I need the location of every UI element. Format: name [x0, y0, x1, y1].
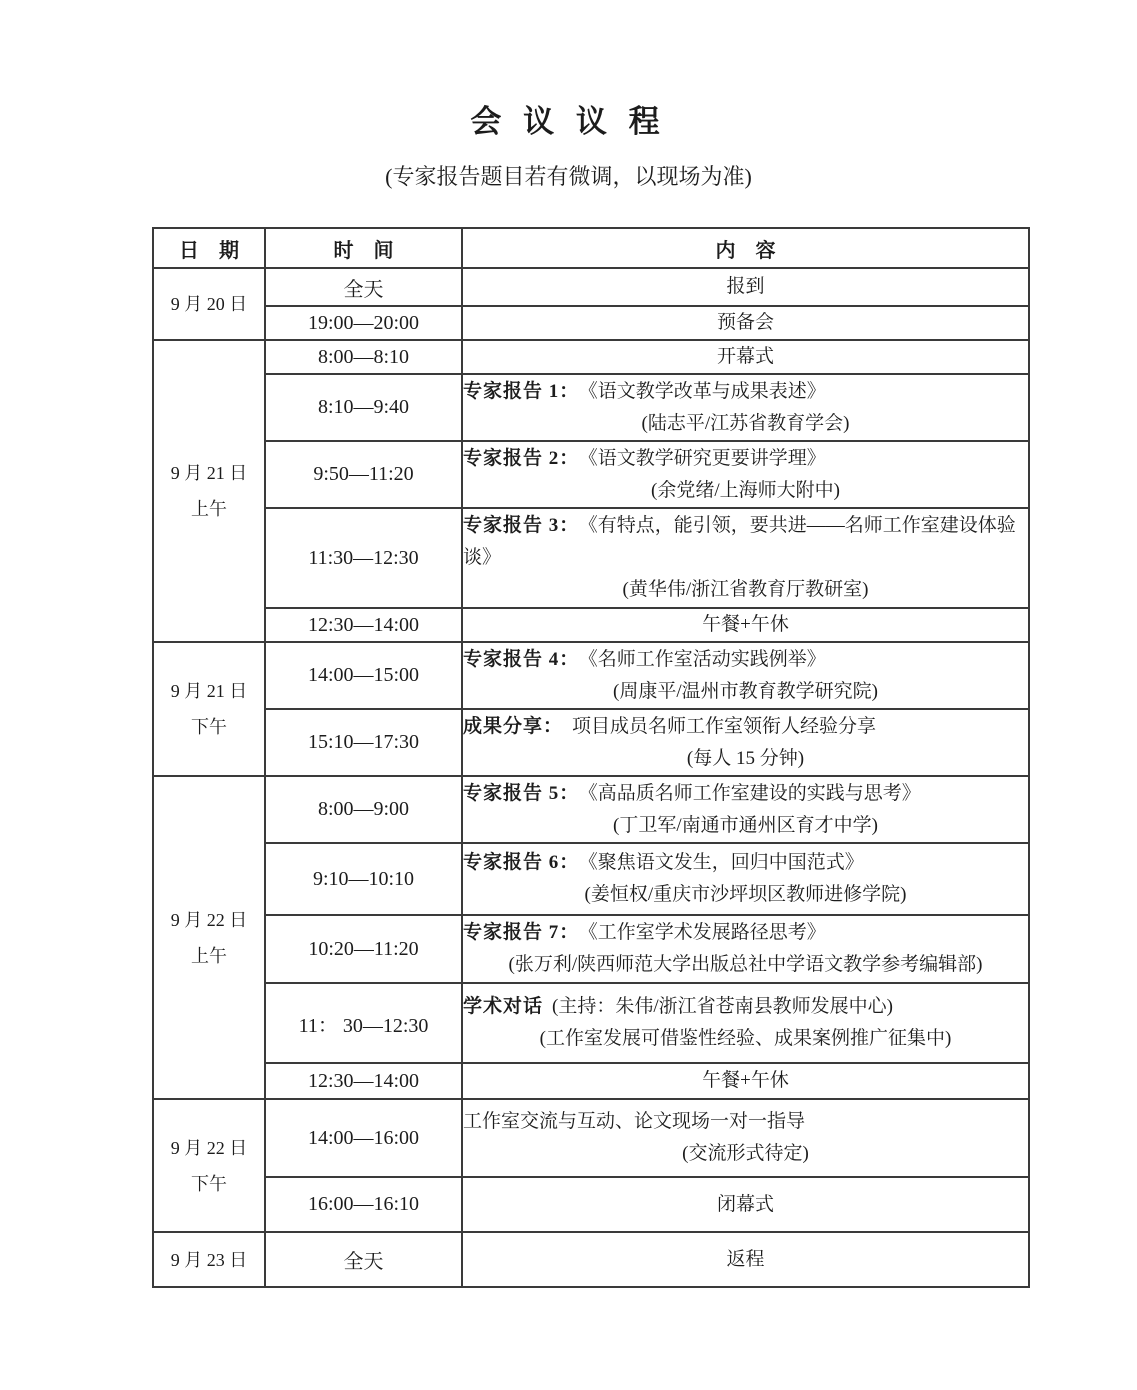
date-text: 下午	[191, 717, 227, 737]
content-line: 闭幕式	[716, 1193, 774, 1215]
content-cell	[462, 1099, 1029, 1177]
content-cell	[462, 306, 1029, 340]
content-bold-label: 学术对话	[463, 996, 544, 1017]
content-line: (工作室发展可借鉴性经验、成果案例推广征集中)	[539, 1028, 952, 1049]
agenda-table-body	[153, 268, 1029, 1287]
time-cell: 16:00—16:10	[265, 1177, 462, 1232]
time-cell: 10:20—11:20	[265, 915, 462, 983]
table-row	[153, 843, 1029, 915]
content-bold-label: 专家报告 4：	[463, 648, 580, 670]
date-cell	[153, 776, 265, 1099]
content-bold-label: 专家报告 6：	[463, 852, 580, 873]
time-cell: 15:10—17:30	[265, 709, 462, 776]
time-cell: 全天	[265, 1232, 462, 1287]
content-bold-label: 专家报告 3：	[463, 515, 580, 536]
table-row	[153, 1063, 1029, 1099]
content-cell	[462, 642, 1029, 709]
time-cell: 8:00—9:00	[265, 776, 462, 843]
content-line: 返程	[726, 1248, 765, 1270]
content-line: (余党绪/上海师大附中)	[651, 479, 840, 501]
time-cell: 12:30—14:00	[265, 1063, 462, 1099]
content-line-titled: 专家报告 1： 《语文教学改革与成果表述》	[463, 380, 826, 402]
content-bold-label: 专家报告 5：	[463, 782, 580, 804]
content-cell	[462, 1232, 1029, 1287]
content-bold-label: 专家报告 2：	[463, 447, 580, 469]
time-cell: 14:00—15:00	[265, 642, 462, 709]
content-line: 午餐+午休	[702, 1070, 789, 1091]
time-cell: 11： 30—12:30	[265, 983, 462, 1063]
table-row	[153, 1177, 1029, 1232]
agenda-table	[152, 227, 1030, 1288]
content-cell	[462, 340, 1029, 374]
page-subtitle: (专家报告题目若有微调，以现场为准)	[385, 164, 752, 189]
content-line: (丁卫军/南通市通州区育才中学)	[613, 814, 878, 836]
content-line: (周康平/温州市教育教学研究院)	[613, 680, 878, 702]
table-row	[153, 915, 1029, 983]
time-cell: 8:00—8:10	[265, 340, 462, 374]
content-line: (张万利/陕西师范大学出版总社中学语文教学参考编辑部)	[508, 954, 983, 975]
content-line: 午餐+午休	[702, 614, 789, 635]
content-cell	[462, 709, 1029, 776]
date-text: 9 月 21 日	[170, 681, 248, 701]
content-cell	[462, 843, 1029, 915]
date-cell	[153, 642, 265, 776]
content-line: (黄华伟/浙江省教育厅教研室)	[622, 579, 869, 600]
time-cell: 8:10—9:40	[265, 374, 462, 441]
content-bold-label: 成果分享：	[463, 715, 564, 737]
content-cell	[462, 983, 1029, 1063]
content-line-titled: 专家报告 4： 《名师工作室活动实践例举》	[463, 648, 826, 670]
content-cell	[462, 508, 1029, 608]
table-row	[153, 642, 1029, 709]
content-cell	[462, 608, 1029, 642]
time-cell: 11:30—12:30	[265, 508, 462, 608]
content-cell	[462, 1063, 1029, 1099]
table-row	[153, 776, 1029, 843]
date-text: 9 月 22 日	[170, 1137, 248, 1158]
time-cell: 12:30—14:00	[265, 608, 462, 642]
header-date: 日 期	[153, 228, 265, 268]
date-cell	[153, 1099, 265, 1232]
content-line: 开幕式	[716, 346, 774, 367]
content-line: (姜恒权/重庆市沙坪坝区教师进修学院)	[584, 884, 907, 905]
content-line-titled: 成果分享： 项目成员名师工作室领衔人经验分享	[463, 715, 877, 737]
content-line: 预备会	[716, 312, 774, 333]
time-cell: 14:00—16:00	[265, 1099, 462, 1177]
table-row	[153, 306, 1029, 340]
content-line: 报到	[726, 276, 765, 297]
date-cell	[153, 1232, 265, 1287]
content-cell	[462, 915, 1029, 983]
content-cell	[462, 776, 1029, 843]
content-line: (交流形式待定)	[682, 1143, 809, 1164]
date-text: 下午	[191, 1173, 227, 1194]
table-row	[153, 709, 1029, 776]
content-cell	[462, 441, 1029, 508]
content-line: (每人 15 分钟)	[686, 747, 805, 769]
date-text: 9 月 22 日	[170, 909, 248, 930]
table-row	[153, 1099, 1029, 1177]
content-line-titled: 专家报告 3： 《有特点，能引领，要共进——名师工作室建设体验谈》	[463, 515, 1016, 568]
page-title: 会 议 议 程	[470, 104, 667, 139]
date-text: 上午	[191, 945, 227, 966]
content-line-titled: 专家报告 7： 《工作室学术发展路径思考》	[463, 922, 826, 943]
table-row	[153, 441, 1029, 508]
date-cell	[153, 268, 265, 340]
time-cell: 19:00—20:00	[265, 306, 462, 340]
content-bold-label: 专家报告 1：	[463, 380, 580, 402]
content-line-titled: 专家报告 2： 《语文教学研究更要讲学理》	[463, 447, 826, 469]
date-cell	[153, 340, 265, 642]
date-text: 上午	[191, 499, 227, 519]
time-cell: 9:50—11:20	[265, 441, 462, 508]
content-line-titled: 学术对话 (主持：朱伟/浙江省苍南县教师发展中心)	[463, 996, 893, 1017]
content-bold-label: 专家报告 7：	[463, 922, 580, 943]
date-text: 9 月 23 日	[170, 1249, 248, 1270]
header-content: 内 容	[462, 228, 1029, 268]
content-line: (陆志平/江苏省教育学会)	[641, 412, 850, 434]
content-cell	[462, 268, 1029, 306]
date-text: 9 月 20 日	[170, 294, 248, 314]
table-header-row	[153, 228, 1029, 268]
table-row	[153, 1232, 1029, 1287]
date-text: 9 月 21 日	[170, 463, 248, 483]
table-row	[153, 340, 1029, 374]
content-line-titled: 专家报告 6： 《聚焦语文发生，回归中国范式》	[463, 852, 864, 873]
table-row	[153, 608, 1029, 642]
content-line: 工作室交流与互动、论文现场一对一指导	[463, 1111, 806, 1132]
table-row	[153, 374, 1029, 441]
content-cell	[462, 374, 1029, 441]
header-time: 时 间	[265, 228, 462, 268]
table-row	[153, 268, 1029, 306]
table-row	[153, 983, 1029, 1063]
time-cell: 9:10—10:10	[265, 843, 462, 915]
content-cell	[462, 1177, 1029, 1232]
content-line-titled: 专家报告 5： 《高品质名师工作室建设的实践与思考》	[463, 782, 921, 804]
table-row	[153, 508, 1029, 608]
time-cell: 全天	[265, 268, 462, 306]
